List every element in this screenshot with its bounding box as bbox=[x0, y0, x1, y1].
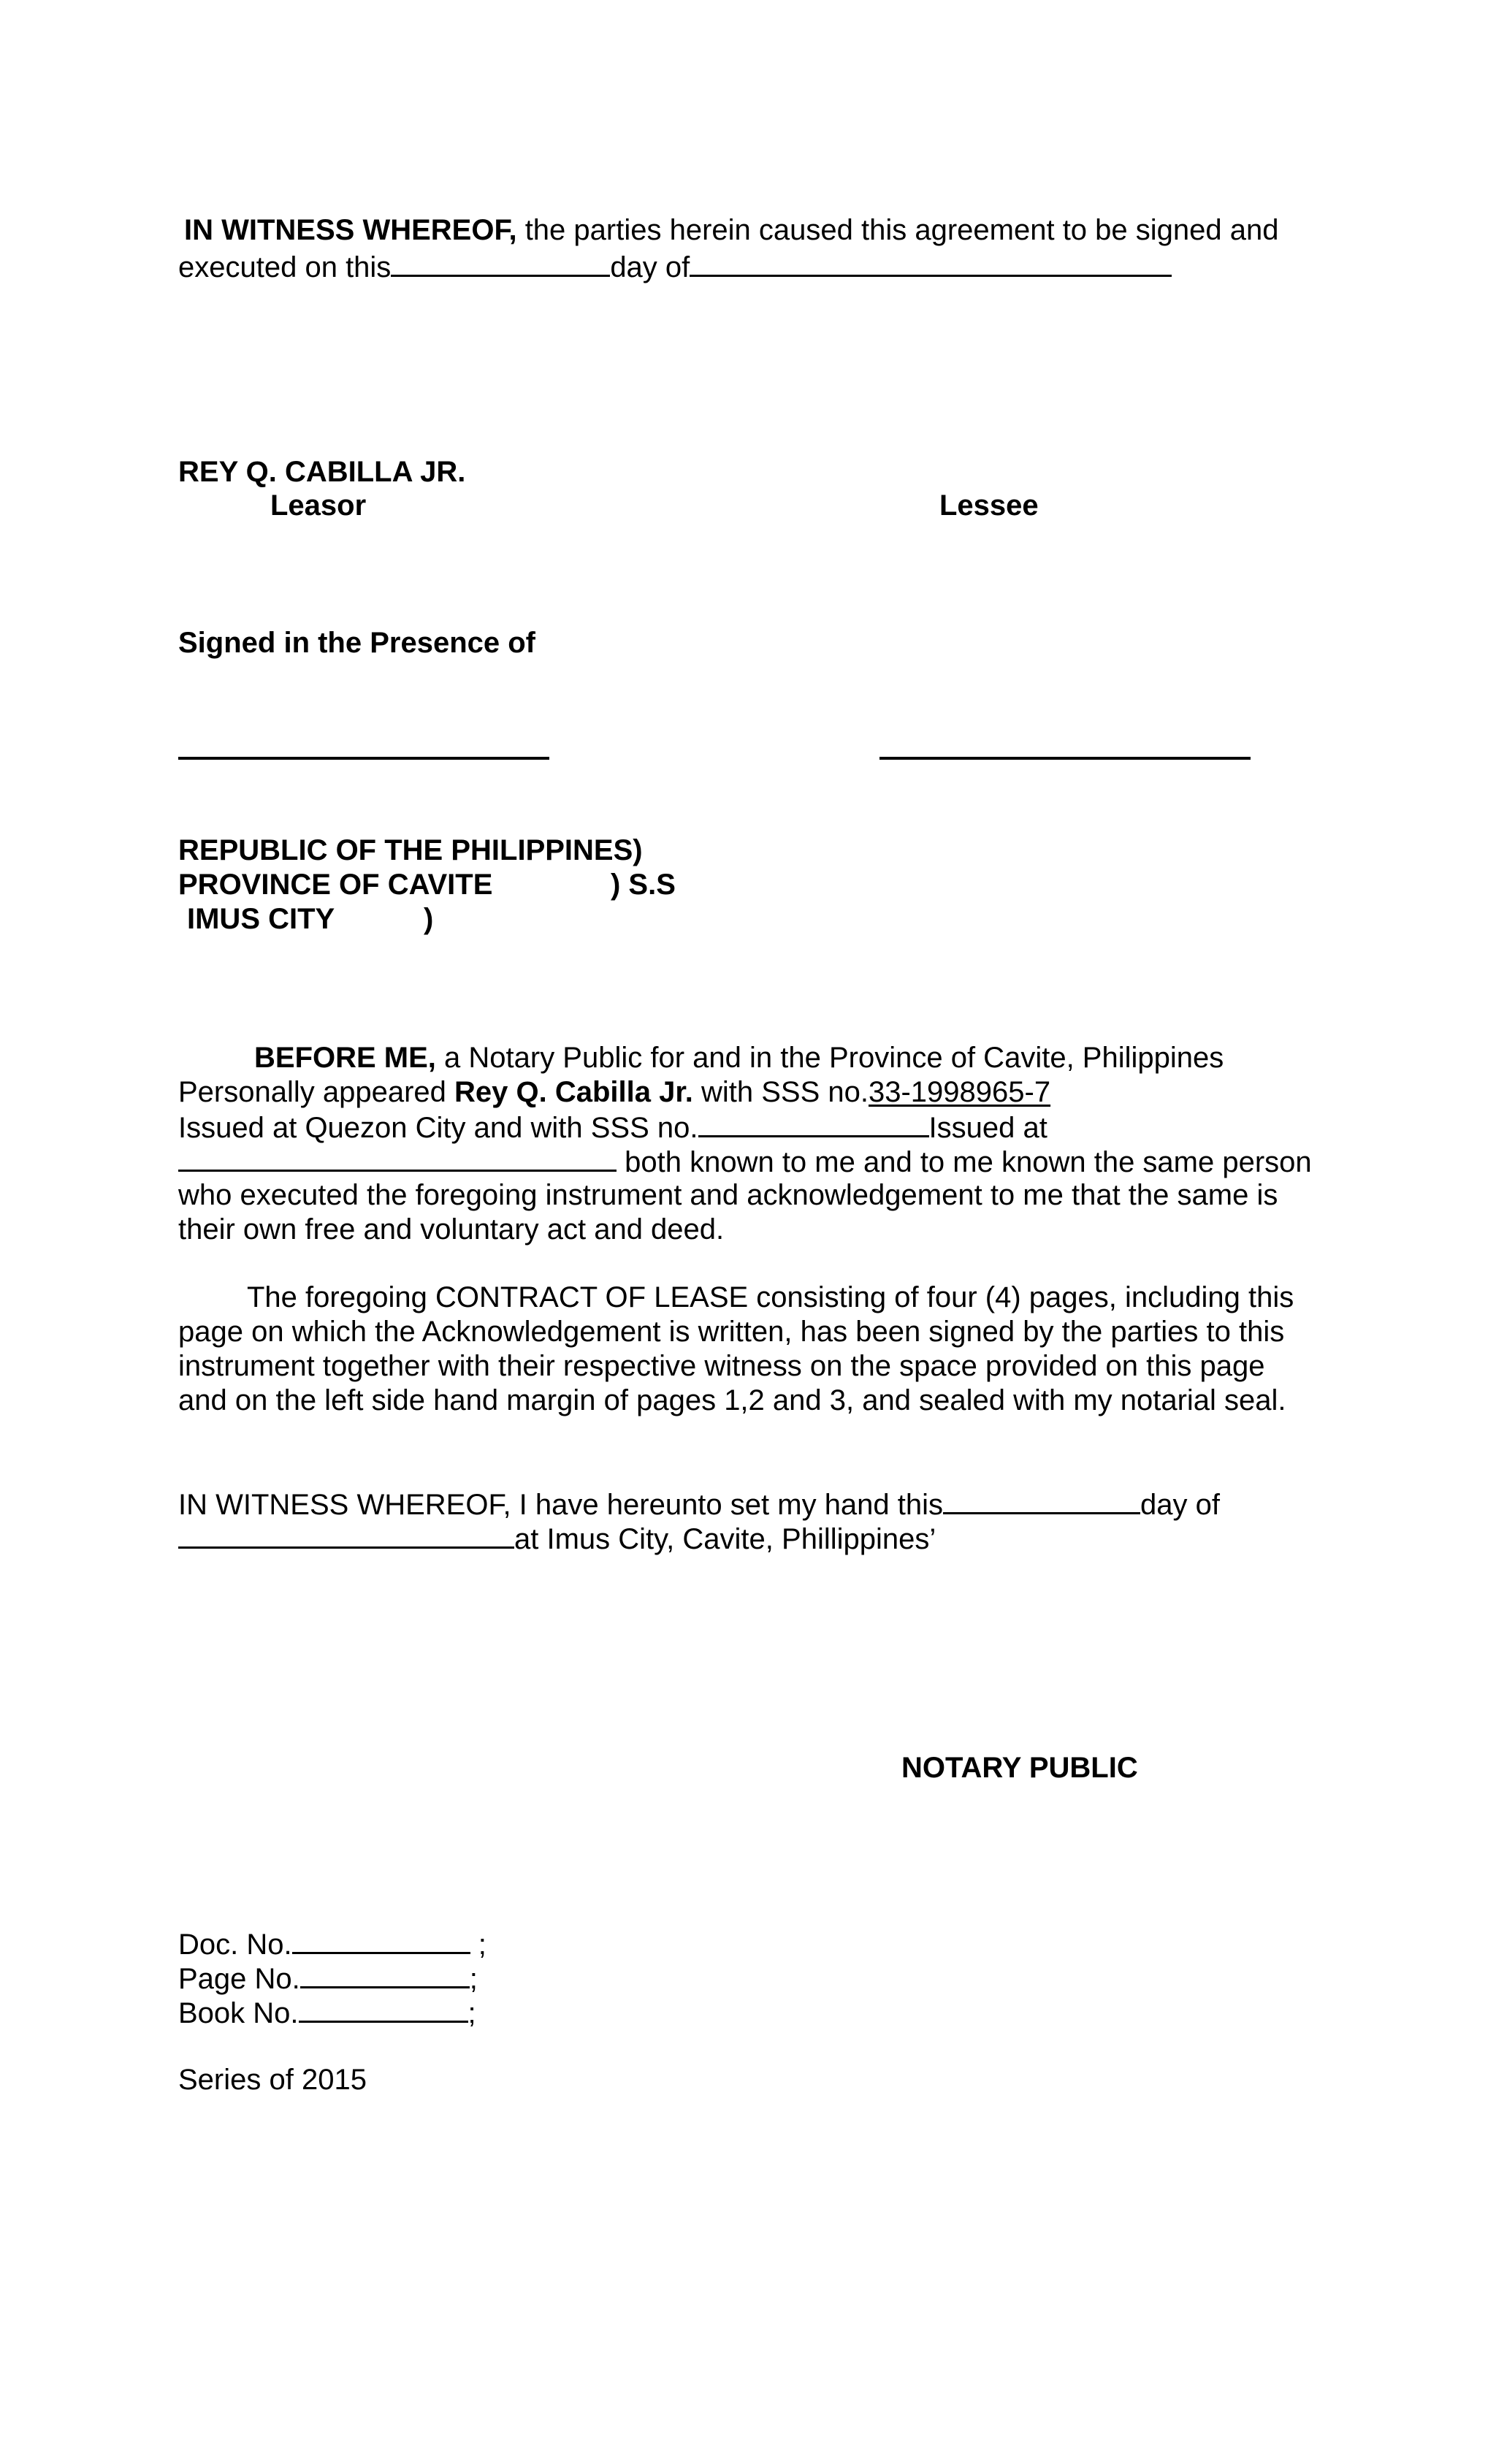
doc-no-line bbox=[178, 1926, 486, 1962]
witness-clause-rest: the parties herein caused this agreement to be signed and bbox=[516, 214, 1279, 246]
witness-clause-line-2 bbox=[178, 248, 1172, 285]
foregoing-line-3: instrument together with their respective witness on the space provided on this page bbox=[178, 1350, 1265, 1382]
witness-signature-line-right[interactable] bbox=[879, 757, 1251, 760]
page-no-label: Page No. bbox=[178, 1963, 300, 1995]
foregoing-line-4: and on the left side hand margin of pages 1,2 and 3, and sealed with my notarial seal. bbox=[178, 1384, 1286, 1416]
ack-line-4 bbox=[178, 1143, 1312, 1180]
notary-witness-text: IN WITNESS WHEREOF, I have hereunto set my hand this bbox=[178, 1489, 944, 1521]
ack-line-1-rest: a Notary Public for and in the Province of Cavite, Philippines bbox=[435, 1042, 1224, 1074]
lessee-label: Lessee bbox=[939, 489, 1039, 522]
ack-line-3 bbox=[178, 1109, 1047, 1145]
sss-label: with SSS no. bbox=[692, 1076, 869, 1108]
sss-number: 33-1998965-7 bbox=[868, 1076, 1051, 1108]
appearing-party-name: Rey Q. Cabilla Jr. bbox=[454, 1076, 693, 1108]
page-no-line bbox=[178, 1960, 478, 1996]
venue-province: PROVINCE OF CAVITE bbox=[178, 869, 493, 901]
ack-line-5: who executed the foregoing instrument and acknowledgement to me that the same is bbox=[178, 1179, 1278, 1211]
page-no-blank[interactable] bbox=[300, 1960, 470, 1988]
issued-at-label: Issued at bbox=[928, 1112, 1047, 1144]
witness-signature-line-left[interactable] bbox=[178, 757, 549, 760]
signed-presence-heading: Signed in the Presence of bbox=[178, 627, 536, 659]
venue-city-paren: ) bbox=[424, 903, 434, 935]
series-label: Series of 2015 bbox=[178, 2064, 367, 2096]
issued-at-quezon-text: Issued at Quezon City and with SSS no. bbox=[178, 1112, 698, 1144]
ack-line-6: their own free and voluntary act and deed. bbox=[178, 1213, 725, 1246]
personally-appeared-text: Personally appeared bbox=[178, 1076, 455, 1108]
executed-on-label: executed on this bbox=[178, 251, 392, 283]
second-sss-blank[interactable] bbox=[698, 1109, 929, 1137]
notary-witness-line-1 bbox=[178, 1486, 1220, 1522]
notary-month-blank[interactable] bbox=[178, 1520, 514, 1549]
notary-public-label: NOTARY PUBLIC bbox=[901, 1752, 1138, 1784]
ack-line-2 bbox=[178, 1075, 1050, 1110]
venue-city: IMUS CITY bbox=[187, 903, 335, 935]
foregoing-line-2: page on which the Acknowledgement is written, has been signed by the parties to this bbox=[178, 1316, 1285, 1348]
execution-month-blank[interactable] bbox=[690, 248, 1172, 277]
notary-witness-line-2 bbox=[178, 1520, 936, 1557]
venue-republic: REPUBLIC OF THE PHILIPPINES) bbox=[178, 834, 643, 866]
doc-no-label: Doc. No. bbox=[178, 1929, 292, 1961]
witness-clause-line-1 bbox=[184, 213, 1279, 248]
day-of-label: day of bbox=[610, 251, 690, 283]
ack-line-1 bbox=[254, 1040, 1224, 1075]
leasor-label: Leasor bbox=[270, 489, 367, 522]
ack-line-4-text: both known to me and to me known the same person bbox=[617, 1146, 1312, 1178]
book-no-label: Book No. bbox=[178, 1997, 299, 2029]
notary-day-blank[interactable] bbox=[943, 1486, 1140, 1514]
execution-day-blank[interactable] bbox=[391, 248, 610, 277]
notary-place-text: at Imus City, Cavite, Phillippines’ bbox=[514, 1523, 936, 1555]
doc-no-blank[interactable] bbox=[292, 1926, 470, 1954]
book-no-blank[interactable] bbox=[299, 1994, 468, 2023]
doc-no-end: ; bbox=[470, 1929, 486, 1961]
witness-clause-bold: IN WITNESS WHEREOF, bbox=[184, 214, 517, 246]
before-me-bold: BEFORE ME, bbox=[254, 1042, 436, 1074]
leasor-name: REY Q. CABILLA JR. bbox=[178, 456, 466, 488]
notary-day-of-label: day of bbox=[1140, 1489, 1220, 1521]
book-no-end: ; bbox=[468, 1997, 476, 2029]
venue-ss: ) S.S bbox=[611, 869, 676, 901]
foregoing-line-1: The foregoing CONTRACT OF LEASE consisting of four (4) pages, including this bbox=[247, 1281, 1294, 1313]
book-no-line bbox=[178, 1994, 476, 2031]
page-no-end: ; bbox=[469, 1963, 478, 1995]
issued-place-blank[interactable] bbox=[178, 1143, 617, 1172]
